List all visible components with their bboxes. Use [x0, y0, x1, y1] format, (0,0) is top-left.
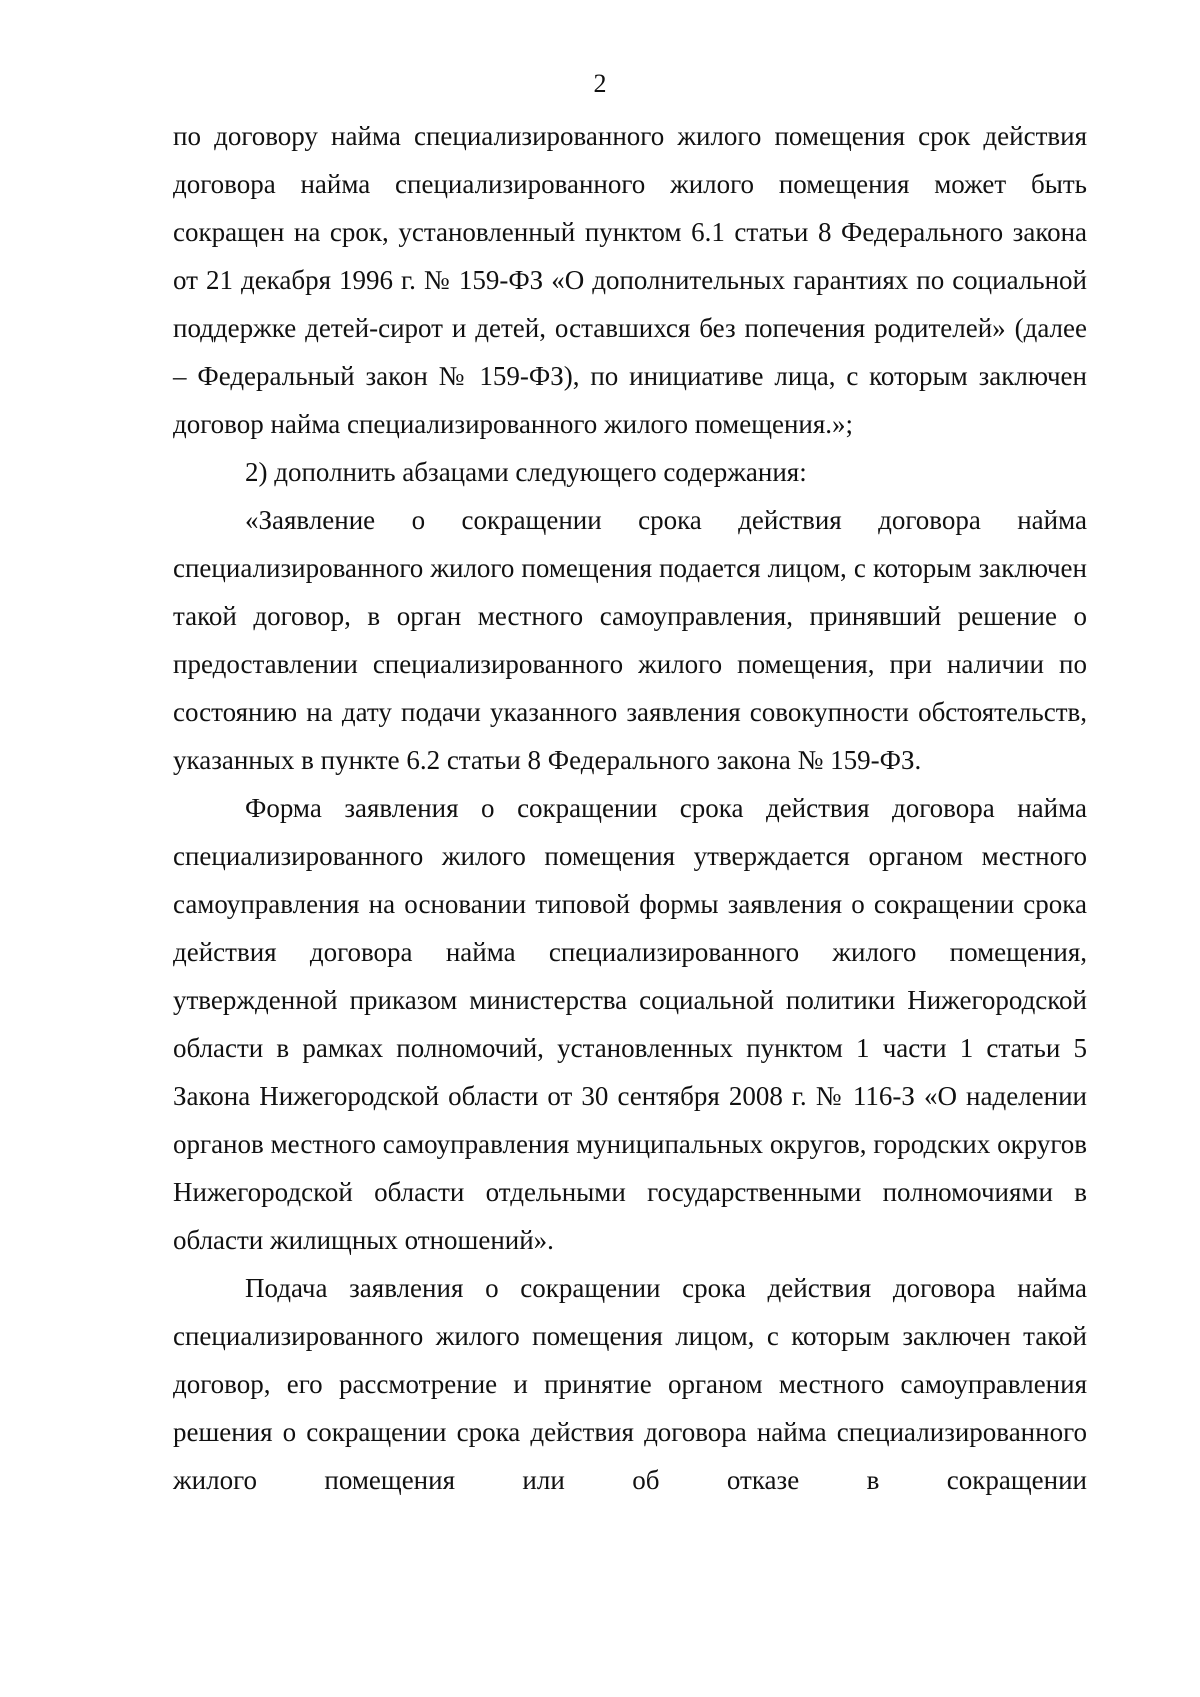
paragraph-amendment-item: 2) дополнить абзацами следующего содержания: — [245, 457, 807, 487]
paragraph-application-submission: «Заявление о сокращении срока действия договора найма специализированного жилого помещения подается лицом, с которым заключен такой договор, в орган местного самоуправления, принявший решение о предоставлении специализированного жилого помещения, при наличии по состоянию на дату подачи указанного заявления совокупности обстоятельств, указанных в пункте 6.2 статьи 8 Федерального закона № 159-ФЗ. — [173, 505, 1087, 775]
paragraph-continuation: по договору найма специализированного жилого помещения срок действия договора найма специализированного жилого помещения может быть сокращен на срок, установленный пунктом 6.1 статьи 8 Федерального закона от 21 декабря 1996 г. № 159-ФЗ «О дополнительных гарантиях по социальной поддержке детей-сирот и детей, оставшихся без попечения родителей» (далее – Федеральный закон № 159-ФЗ), по инициативе лица, с которым заключен договор найма специализированного жилого помещения.»; — [173, 121, 1087, 439]
paragraph-application-procedure: Подача заявления о сокращении срока действия договора найма специализированного жилого помещения лицом, с которым заключен такой договор, его рассмотрение и принятие органом местного самоуправления решения о сокращении срока действия договора найма специализированного жилого помещения или об отказе в сокращении — [173, 1273, 1087, 1495]
document-body — [173, 112, 1087, 1504]
page-number: 2 — [593, 69, 607, 98]
paragraph-application-form: Форма заявления о сокращении срока действия договора найма специализированного жилого помещения утверждается органом местного самоуправления на основании типовой формы заявления о сокращении срока действия договора найма специализированного жилого помещения, утвержденной приказом министерства социальной политики Нижегородской области в рамках полномочий, установленных пунктом 1 части 1 статьи 5 Закона Нижегородской области от 30 сентября 2008 г. № 116-З «О наделении органов местного самоуправления муниципальных округов, городских округов Нижегородской области отдельными государственными полномочиями в области жилищных отношений». — [173, 793, 1087, 1255]
